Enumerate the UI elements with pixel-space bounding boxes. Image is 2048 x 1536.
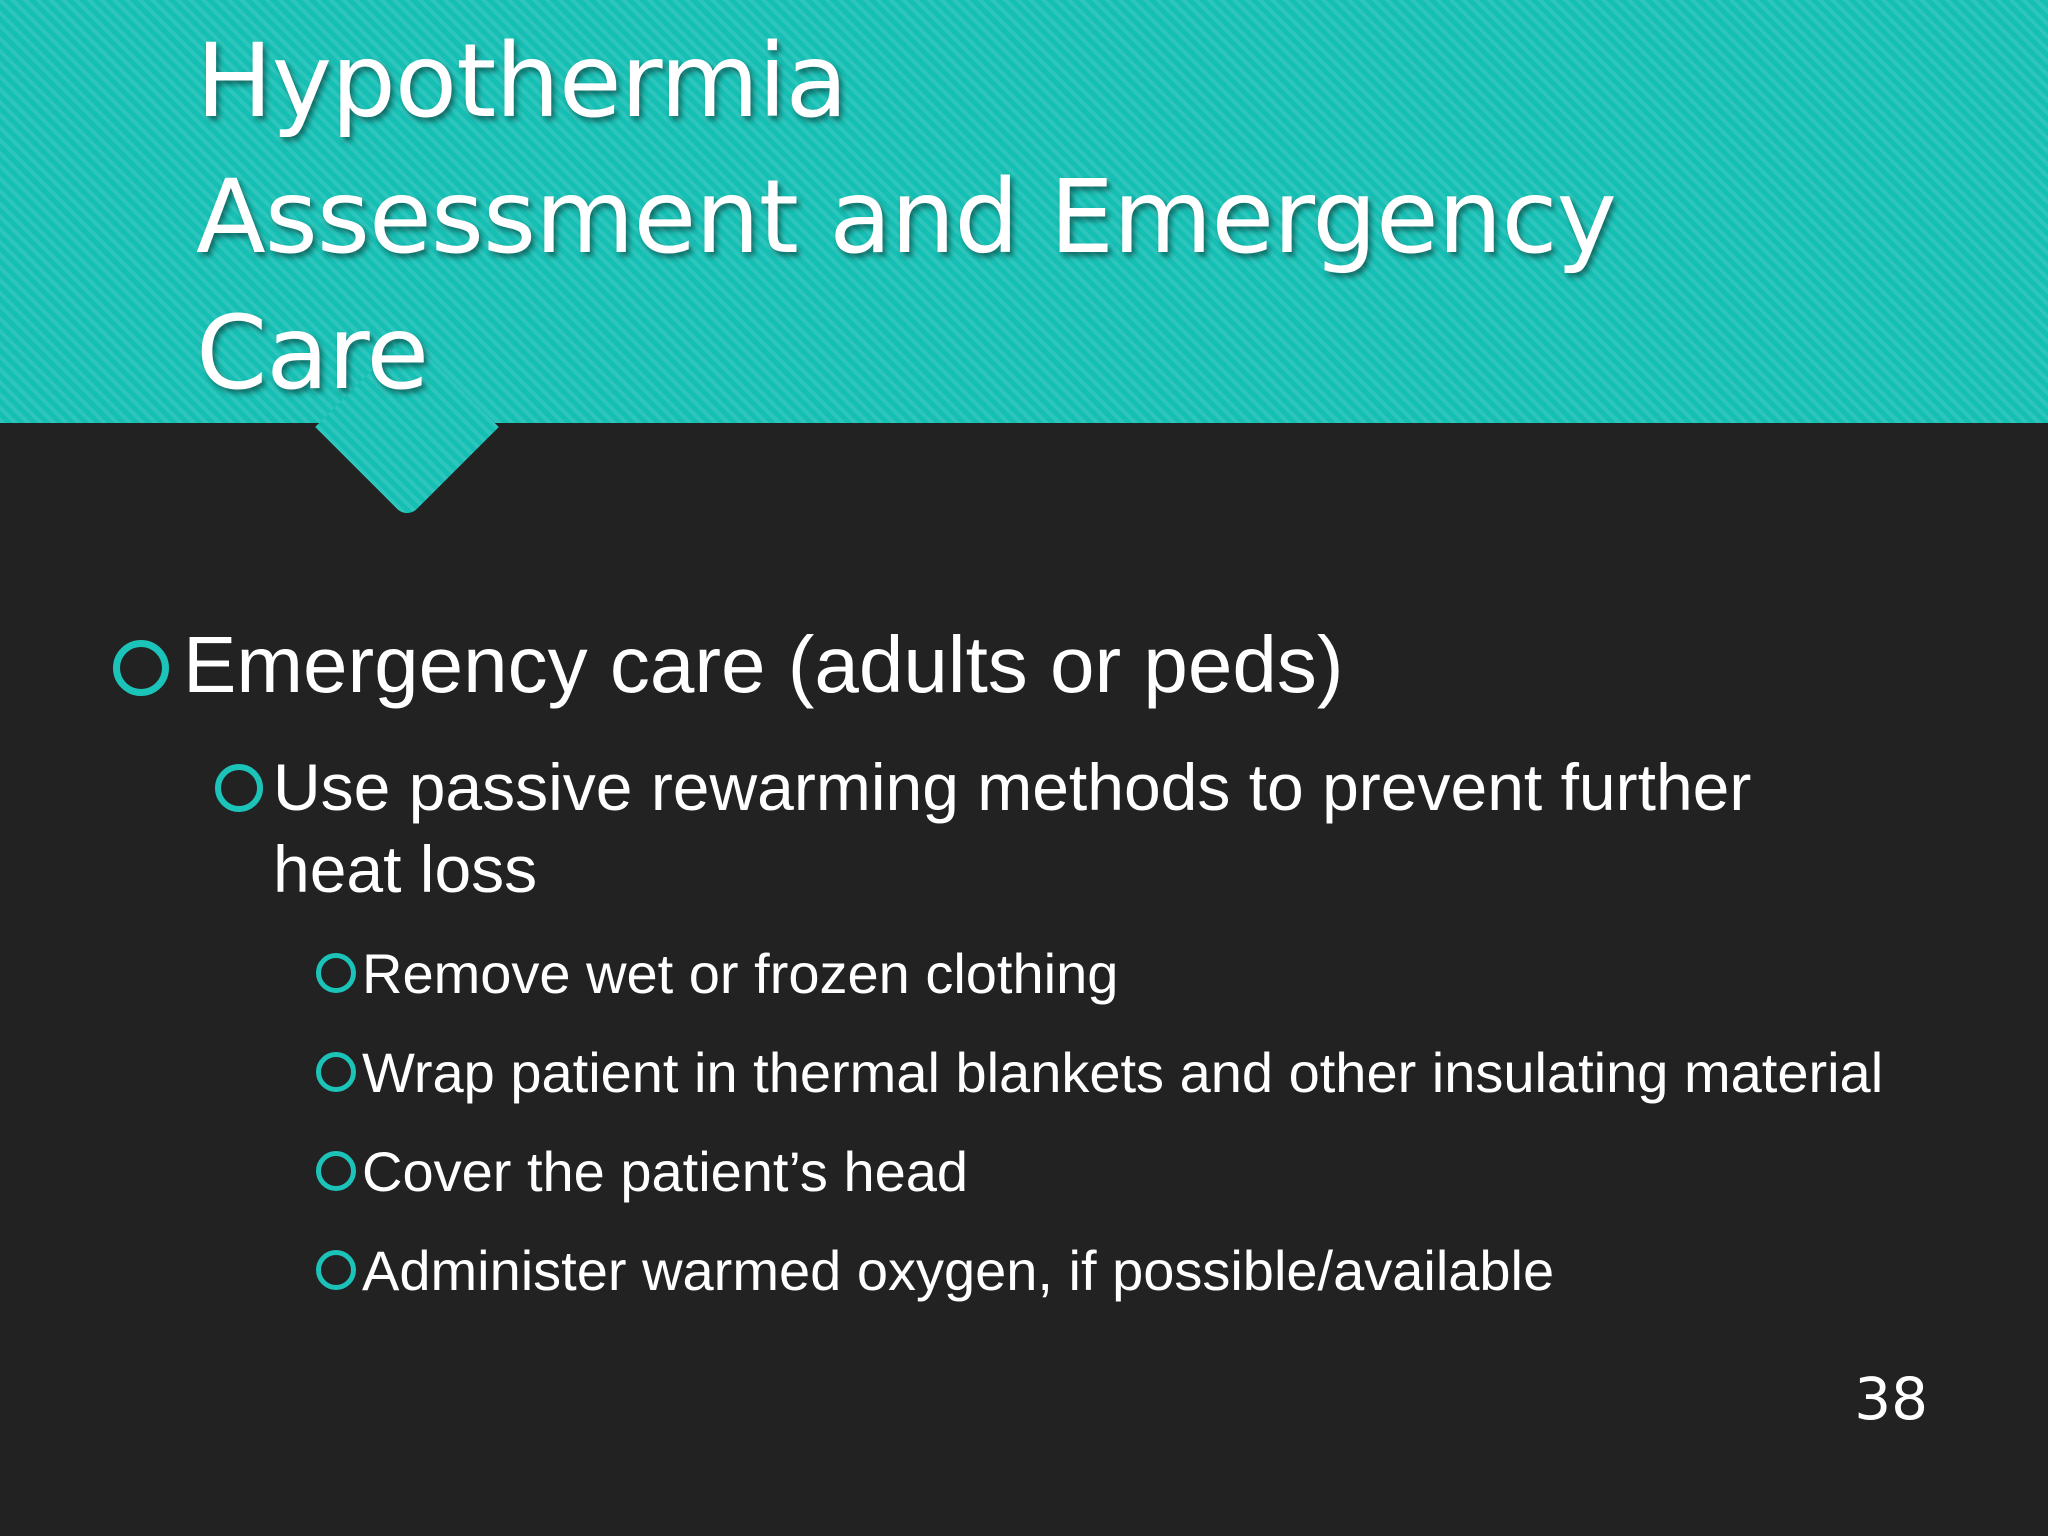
bullet-circle-icon xyxy=(215,764,263,812)
bullet-level-2 xyxy=(273,746,1751,828)
bullet-level-1 xyxy=(183,619,1344,711)
bullet-circle-icon xyxy=(316,1250,356,1290)
bullet-level-3-item xyxy=(362,1038,1883,1108)
bullet-level-2-text-line-2: heat loss xyxy=(273,832,538,906)
bullet-level-3-item xyxy=(362,1137,968,1207)
bullet-circle-icon xyxy=(316,953,356,993)
slide-title-line-1: Hypothermia xyxy=(196,22,847,141)
bullet-level-1-text: Emergency care (adults or peds) xyxy=(183,620,1344,709)
bullet-level-3-text: Remove wet or frozen clothing xyxy=(362,942,1119,1005)
bullet-level-3-text: Administer warmed oxygen, if possible/available xyxy=(362,1239,1555,1302)
bullet-level-3-item xyxy=(362,1236,1554,1306)
bullet-circle-icon xyxy=(316,1052,356,1092)
slide-number: 38 xyxy=(1854,1365,1928,1433)
bullet-circle-icon xyxy=(113,640,169,696)
bullet-level-2-text-line-1: Use passive rewarming methods to prevent further xyxy=(273,750,1752,824)
slide-title-line-2: Assessment and Emergency xyxy=(196,158,1616,277)
bullet-circle-icon xyxy=(316,1151,356,1191)
bullet-level-3-item xyxy=(362,939,1118,1009)
slide-title-line-3: Care xyxy=(196,294,429,413)
bullet-level-3-text: Wrap patient in thermal blankets and other insulating material xyxy=(362,1041,1884,1104)
bullet-level-3-text: Cover the patient’s head xyxy=(362,1140,969,1203)
bullet-level-2-continuation xyxy=(273,828,537,910)
